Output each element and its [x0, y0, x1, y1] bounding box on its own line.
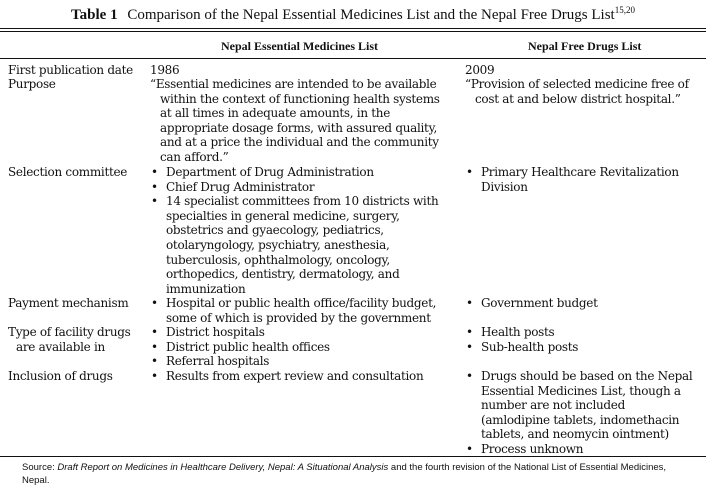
list-item: • District hospitals [150, 325, 446, 340]
table-references: 15,20 [614, 5, 635, 15]
fdl-purpose-line: cost at and below district hospital.” [475, 91, 681, 106]
eml-purpose [150, 77, 450, 165]
row-label-facility [8, 325, 131, 354]
fdl-purpose [465, 77, 701, 106]
source-report-title: Draft Report on Medicines in Healthcare Delivery, Nepal: A Situational Analysis [57, 462, 389, 473]
eml-facility [150, 325, 446, 369]
list-item: • Government budget [465, 296, 701, 311]
list-item: • Sub-health posts [465, 340, 701, 355]
fdl-inclusion [465, 369, 695, 457]
fdl-first-publication: 2009 [465, 63, 495, 77]
row-label-facility-line1: Type of facility drugs [8, 325, 131, 339]
row-label-inclusion: Inclusion of drugs [8, 369, 113, 383]
fdl-selection-committee [465, 165, 701, 194]
row-label-facility-line2: are available in [16, 339, 105, 354]
bottom-rule [0, 456, 706, 457]
row-label-purpose: Purpose [8, 77, 56, 91]
table-title: Comparison of the Nepal Essential Medicines List and the Nepal Free Drugs List [127, 7, 615, 23]
row-label-first-publication: First publication date [8, 63, 133, 77]
eml-purpose-line: at all times in adequate amounts, in the [160, 106, 391, 121]
source-suffix: and the fourth revision of the National List of Essential Medicines, Nepal. [22, 462, 667, 486]
eml-first-publication: 1986 [150, 63, 180, 77]
top-rule-2 [0, 31, 706, 32]
eml-purpose-line: within the context of functioning health systems [160, 91, 440, 106]
list-item: • Results from expert review and consultation [150, 369, 446, 384]
list-item: • Health posts [465, 325, 701, 340]
eml-payment [150, 296, 446, 325]
top-rule-1 [0, 28, 706, 29]
list-item: • Department of Drug Administration [150, 165, 446, 180]
eml-purpose-line: and at a price the individual and the community [160, 135, 439, 150]
list-item: • Primary Healthcare Revitalization Division [465, 165, 701, 194]
table-source-note [22, 461, 692, 487]
source-prefix: Source: [22, 462, 58, 473]
row-label-selection-committee: Selection committee [8, 165, 128, 179]
fdl-purpose-line: “Provision of selected medicine free of [465, 77, 689, 91]
list-item: • Drugs should be based on the Nepal Essential Medicines List, though a number are not included (amlodipine tablets, indomethacin tablets, and neomycin ointment) [465, 369, 695, 442]
eml-inclusion [150, 369, 446, 384]
fdl-payment [465, 296, 701, 311]
list-item: • Chief Drug Administrator [150, 180, 446, 195]
list-item: • District public health offices [150, 340, 446, 355]
table-caption [0, 5, 706, 24]
header-rule [0, 58, 706, 59]
fdl-facility [465, 325, 701, 354]
column-header-fdl: Nepal Free Drugs List [528, 39, 642, 53]
list-item: • Referral hospitals [150, 354, 446, 369]
list-item: • 14 specialist committees from 10 districts with specialties in general medicine, surgery, obstetrics and gyaecology, pediatrics, otolaryngology, psychiatry, anesthesia, tuberculosis, ophthalmology, oncology, orthopedics, dentistry, dermatology, and immunization [150, 194, 446, 296]
eml-purpose-line: can afford.” [160, 149, 229, 164]
eml-purpose-line: “Essential medicines are intended to be available [150, 77, 437, 91]
eml-purpose-line: appropriate dosage forms, with assured quality, [160, 120, 437, 135]
list-item: • Process unknown [465, 442, 695, 457]
eml-selection-committee [150, 165, 446, 296]
row-label-payment: Payment mechanism [8, 296, 129, 310]
list-item: • Hospital or public health office/facility budget, some of which is provided by the government [150, 296, 446, 325]
table-number: Table 1 [71, 7, 118, 23]
column-header-eml: Nepal Essential Medicines List [221, 39, 379, 53]
